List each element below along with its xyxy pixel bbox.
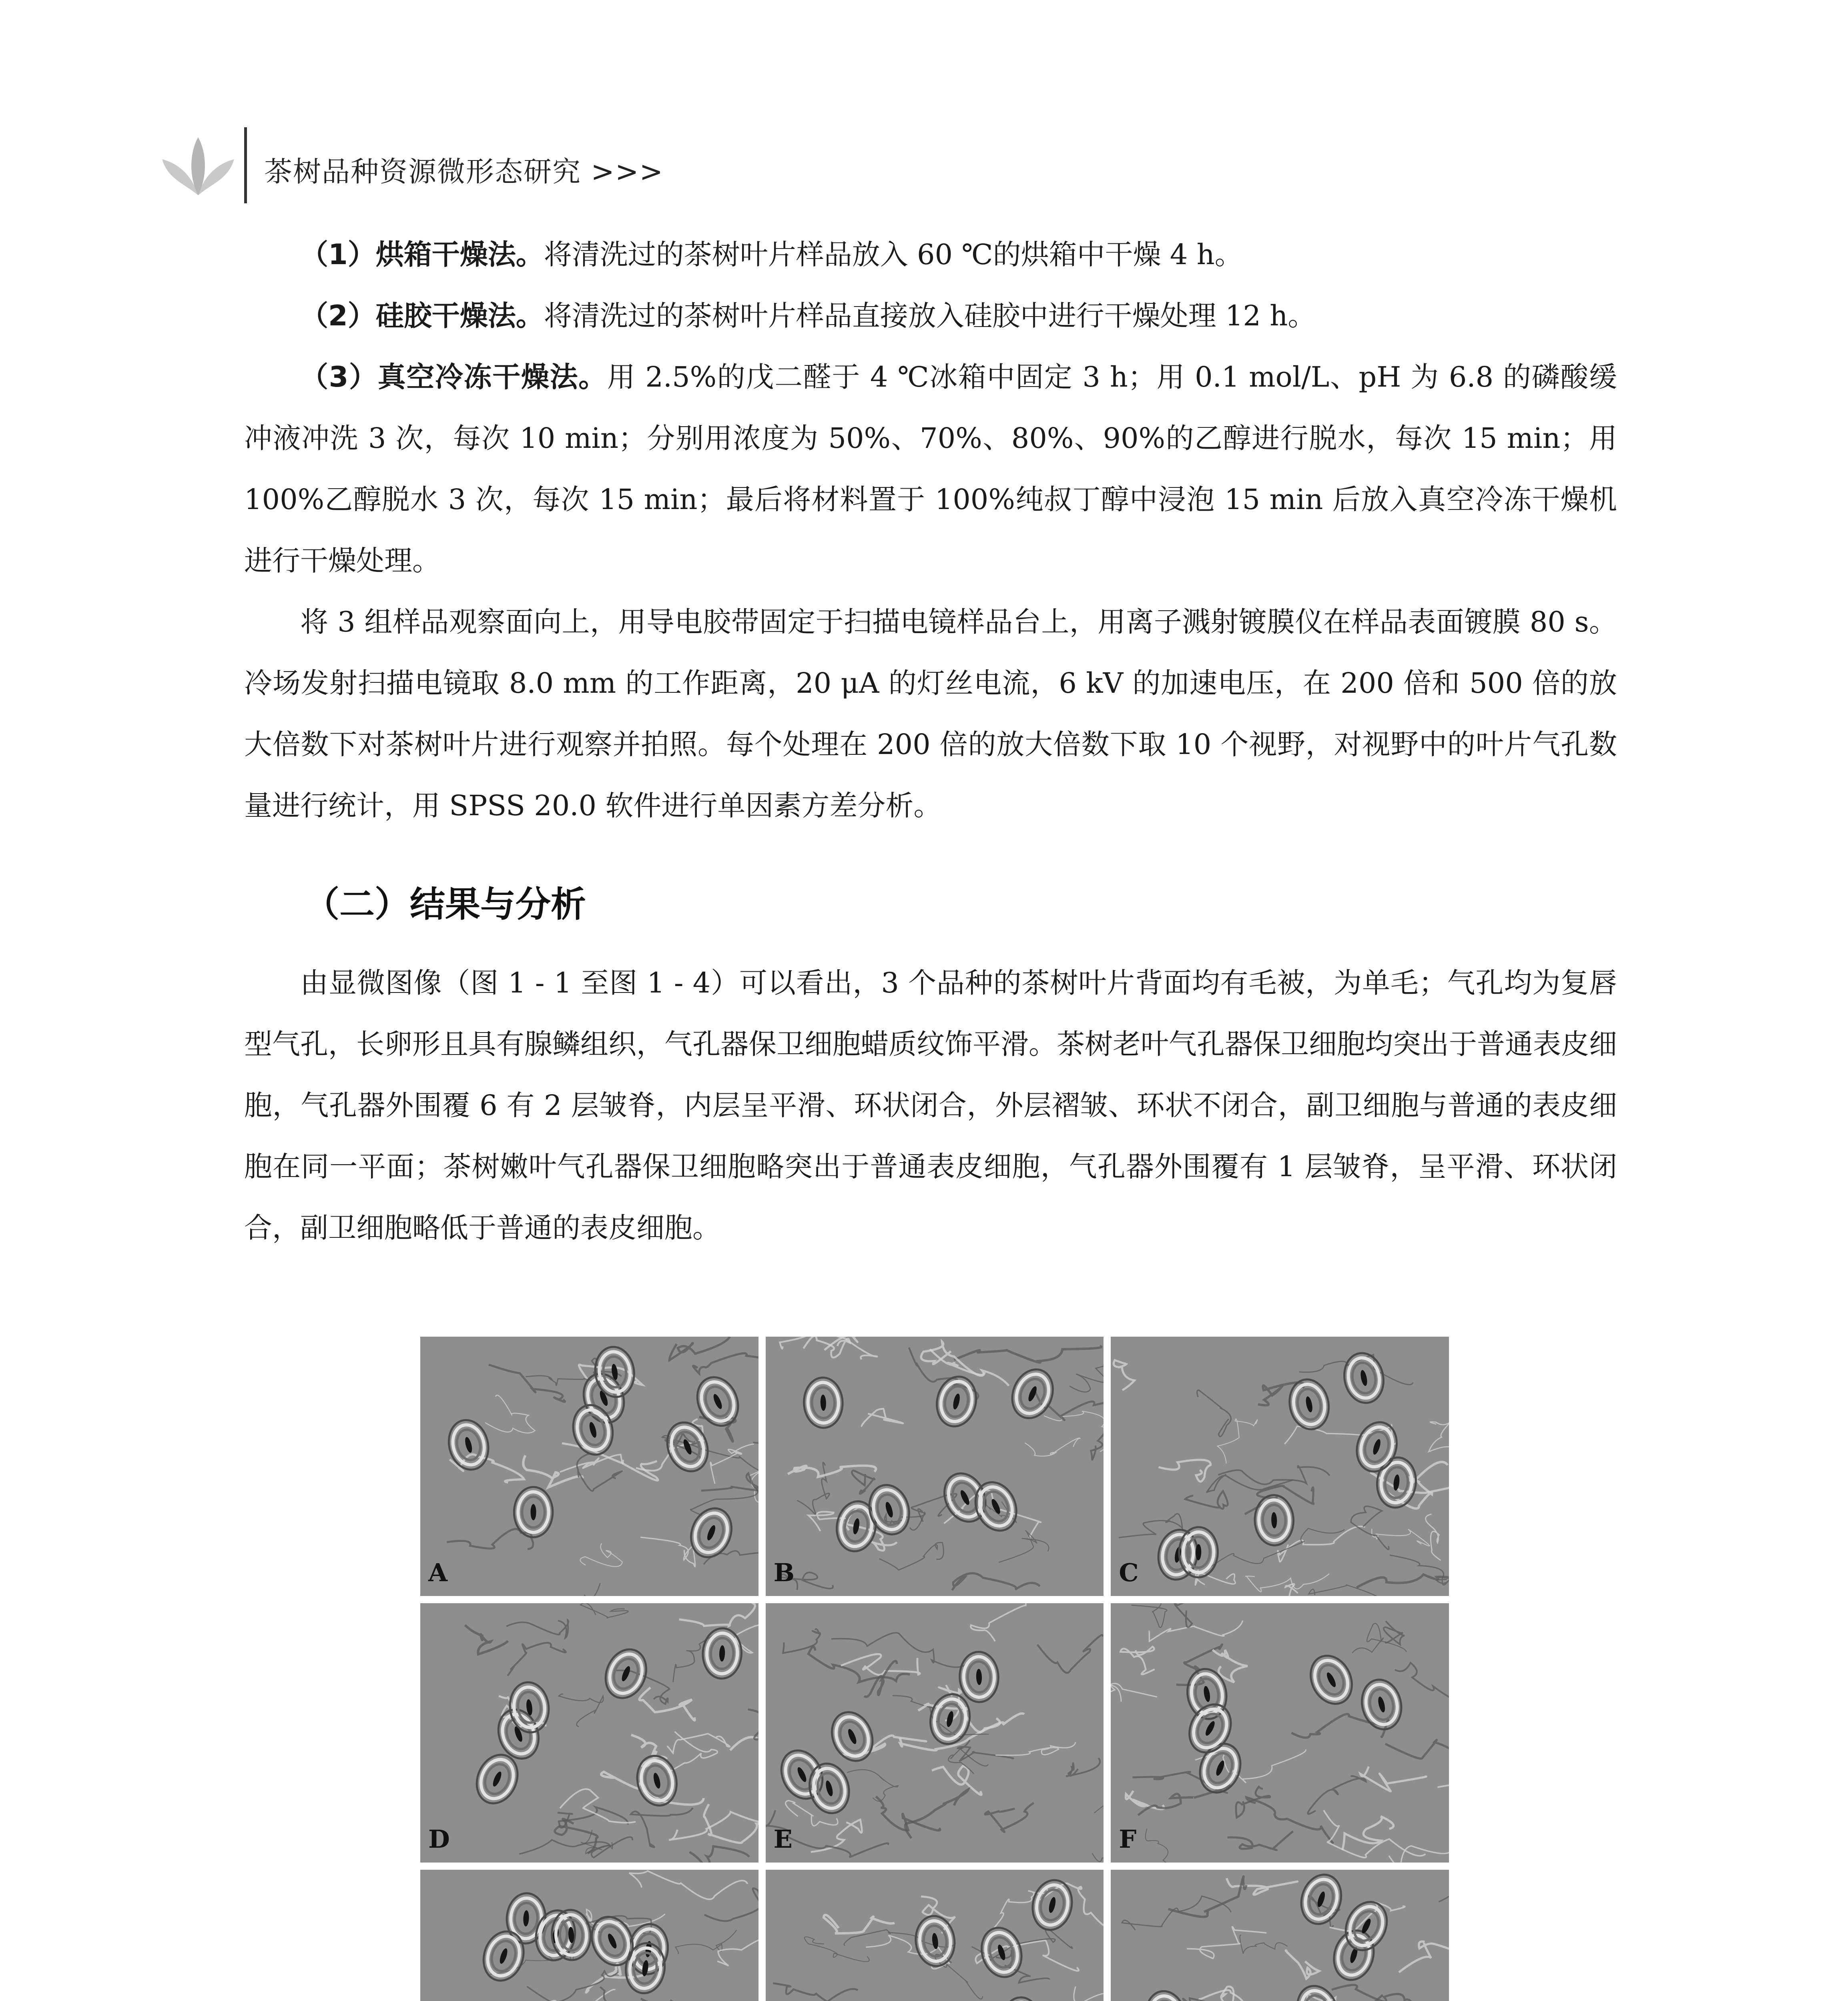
paragraph-1 xyxy=(244,224,1617,285)
paragraph-lead: （3）真空冷冻干燥法。 xyxy=(300,361,607,393)
paragraph-2 xyxy=(244,285,1617,347)
sem-texture xyxy=(420,1870,758,2001)
stoma-icon xyxy=(592,1344,637,1399)
paragraph-text: 将 3 组样品观察面向上，用导电胶带固定于扫描电镜样品台上，用离子溅射镀膜仪在样品表面镀膜 80 s。冷场发射扫描电镜取 8.0 mm 的工作距离，20 μA 的灯丝电流，6 kV 的加速电压，在 200 倍和 500 倍的放大倍数下对茶树叶片进行观察并拍照。每个处理在 200 倍的放大倍数下取 10 个视野，对视野中的叶片气孔数量进行统计，用 SPSS 20.0 软件进行单因素方差分析。 xyxy=(244,606,1617,822)
sem-panel-d xyxy=(420,1603,758,1863)
section-title: （二）结果与分析 xyxy=(304,884,586,925)
sem-panel-b xyxy=(766,1337,1104,1596)
tea-leaf-icon xyxy=(160,135,236,199)
sem-panel-h xyxy=(766,1870,1104,2001)
stoma-icon xyxy=(477,1926,530,1986)
stoma-icon xyxy=(1303,1648,1360,1711)
panel-label: A xyxy=(428,1558,448,1587)
stoma-icon xyxy=(1338,1895,1395,1957)
panel-label: D xyxy=(428,1825,450,1854)
header-divider xyxy=(244,127,247,203)
paragraph-4 xyxy=(244,591,1617,836)
stoma-icon xyxy=(1357,1675,1407,1733)
stoma-icon xyxy=(1001,1997,1041,2001)
stoma-icon xyxy=(1295,1870,1347,1929)
stoma-icon xyxy=(632,1752,682,1810)
stoma-icon xyxy=(690,1371,746,1432)
stoma-icon xyxy=(514,1487,553,1538)
sem-texture xyxy=(766,1870,1104,2001)
sem-panel-g xyxy=(420,1870,758,2001)
panel-label: B xyxy=(773,1558,795,1587)
paragraph-3 xyxy=(244,347,1617,591)
paragraph-text: 将清洗过的茶树叶片样品直接放入硅胶中进行干燥处理 12 h。 xyxy=(544,299,1316,332)
sem-panel-c xyxy=(1111,1337,1449,1596)
stoma-icon xyxy=(507,1680,552,1734)
sem-texture xyxy=(1111,1337,1449,1596)
sem-texture xyxy=(766,1337,1104,1596)
sem-texture xyxy=(1111,1603,1449,1863)
stoma-icon xyxy=(443,1416,494,1474)
sem-panel-f xyxy=(1111,1603,1449,1863)
stoma-icon xyxy=(1154,1526,1202,1583)
sem-texture xyxy=(1111,1870,1449,2001)
panel-label: F xyxy=(1119,1825,1137,1854)
stoma-icon xyxy=(598,1643,654,1704)
sem-texture xyxy=(420,1603,758,1863)
sem-panel-a xyxy=(420,1337,758,1596)
stoma-icon xyxy=(825,1706,880,1767)
sem-texture xyxy=(766,1603,1104,1863)
results-text xyxy=(244,952,1617,1259)
stoma-icon xyxy=(1207,1997,1265,2001)
stoma-icon xyxy=(568,1401,618,1459)
paragraph-text: 用 2.5%的戊二醛于 4 ℃冰箱中固定 3 h；用 0.1 mol/L、pH 为 6.8 的磷酸缓冲液冲洗 3 次，每次 10 min；分别用浓度为 50%、70%、80%、90%的乙醇进行脱水，每次 15 min；用 100%乙醇脱水 3 次，每次 15 min；最后将材料置于 100%纯叔丁醇中浸泡 15 min 后放入真空冷冻干燥机进行干燥处理。 xyxy=(244,361,1617,577)
stoma-icon xyxy=(660,1416,715,1478)
header-title: 茶树品种资源微形态研究 >>> xyxy=(264,155,664,188)
panel-label: E xyxy=(773,1825,793,1854)
sem-panel-e xyxy=(766,1603,1104,1863)
stoma-icon xyxy=(1254,1494,1294,1546)
results-paragraph: 由显微图像（图 1 - 1 至图 1 - 4）可以看出，3 个品种的茶树叶片背面均有毛被，为单毛；气孔均为复唇型气孔，长卵形且具有腺鳞组织，气孔器保卫细胞蜡质纹饰平滑。茶树老叶气孔器保卫细胞均突出于普通表皮细胞，气孔器外围覆 6 有 2 层皱脊，内层呈平滑、环状闭合，外层褶皱、环状不闭合，副卫细胞与普通的表皮细胞在同一平面；茶树嫩叶气孔器保卫细胞略突出于普通表皮细胞，气孔器外围覆有 1 层皱脊，呈平滑、环状闭合，副卫细胞略低于普通的表皮细胞。 xyxy=(244,966,1617,1244)
stoma-icon xyxy=(1005,1363,1060,1425)
stoma-icon xyxy=(702,1628,742,1679)
stoma-icon xyxy=(1290,1980,1345,2001)
stoma-icon xyxy=(550,1909,592,1961)
sem-panel-i xyxy=(1111,1870,1449,2001)
paragraph-text: 将清洗过的茶树叶片样品放入 60 ℃的烘箱中干燥 4 h。 xyxy=(544,238,1243,271)
paragraph-lead: （1）烘箱干燥法。 xyxy=(300,238,544,271)
stoma-icon xyxy=(1340,1349,1388,1407)
panel-label: C xyxy=(1119,1558,1139,1587)
sem-figure-grid xyxy=(420,1337,1449,2001)
methods-text xyxy=(244,224,1617,836)
stoma-icon xyxy=(803,1377,843,1429)
running-header xyxy=(160,127,1601,207)
stoma-icon xyxy=(1285,1376,1333,1433)
paragraph-lead: （2）硅胶干燥法。 xyxy=(300,299,544,332)
sem-texture xyxy=(420,1337,758,1596)
stoma-icon xyxy=(932,1373,981,1430)
stoma-icon xyxy=(959,1651,999,1703)
